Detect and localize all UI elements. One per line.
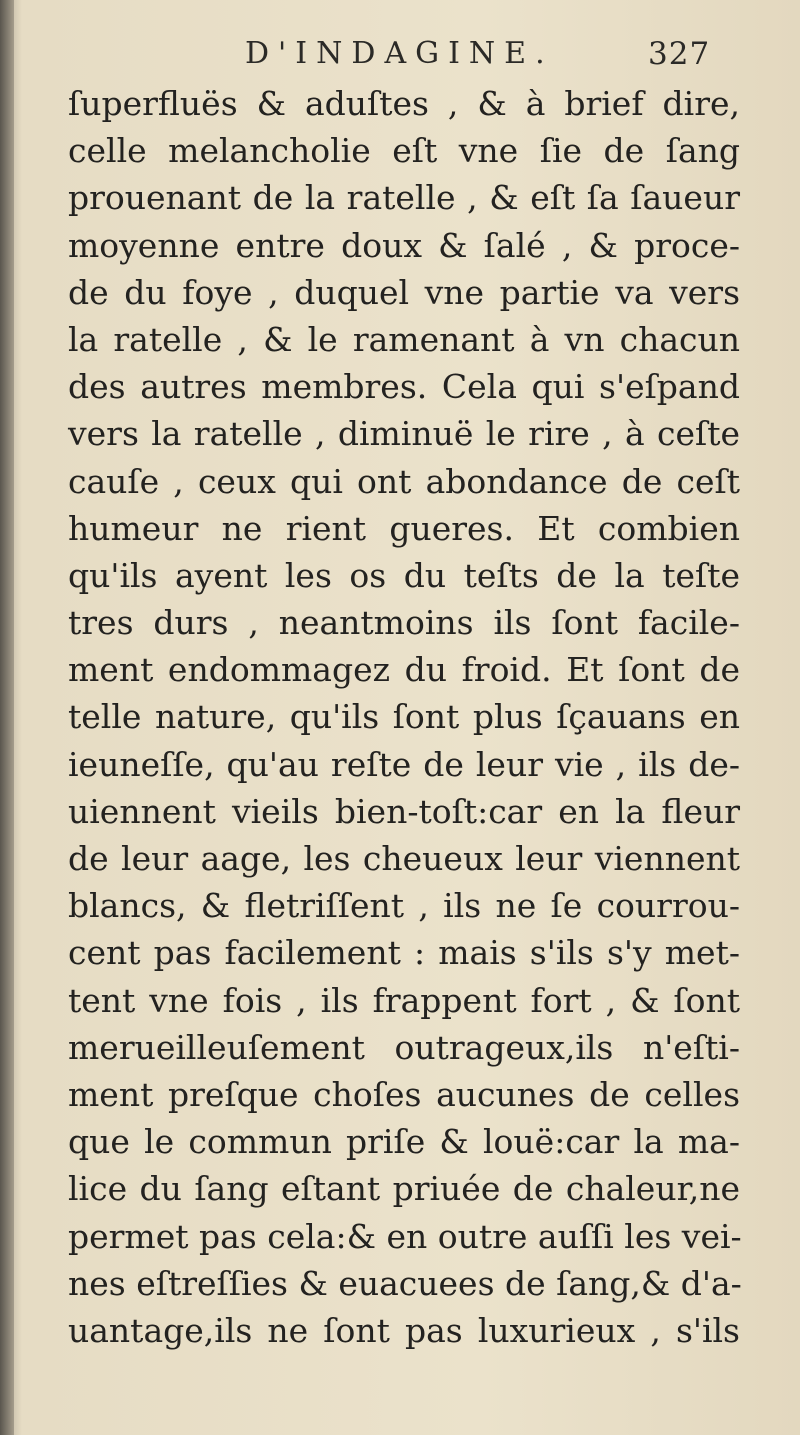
page-number: 327 — [648, 36, 711, 72]
text-line: des autres membres. Cela qui s'eſpand — [68, 367, 740, 407]
text-line: moyenne entre doux & ſalé , & proce- — [68, 225, 740, 265]
text-line: ment preſque choſes aucunes de celles — [68, 1074, 740, 1114]
body-text — [68, 80, 740, 1354]
text-line: de du foye , duquel vne partie va vers — [68, 272, 740, 312]
text-line: uantage,ils ne ſont pas luxurieux , s'ils — [68, 1310, 740, 1350]
text-line: tres durs , neantmoins ils ſont facile- — [68, 603, 740, 643]
text-line: permet pas cela:& en outre auſſi les vei- — [68, 1216, 742, 1256]
text-line: ment endommagez du froid. Et ſont de — [68, 650, 740, 690]
text-line: celle melancholie eſt vne ſie de ſang — [68, 131, 740, 171]
text-line: la ratelle , & le ramenant à vn chacun — [68, 319, 740, 359]
text-line: uiennent vieils bien-toſt:car en la fleur — [68, 791, 740, 831]
text-line: prouenant de la ratelle , & eſt ſa ſaueur — [68, 178, 740, 218]
text-line: cauſe , ceux qui ont abondance de ceſt — [68, 461, 740, 501]
book-spine-shadow — [0, 0, 14, 1435]
text-line: ſuperfluës & aduſtes , & à brief dire, — [68, 84, 740, 123]
running-head: D'INDAGINE. — [245, 36, 554, 71]
text-line: nes eſtreſſies & euacuees de ſang,& d'a- — [68, 1263, 742, 1303]
text-line: ieuneſſe, qu'au reſte de leur vie , ils de- — [68, 744, 740, 784]
text-line: tent vne fois , ils frappent fort , & ſont — [68, 980, 740, 1020]
text-line: que le commun priſe & louë:car la ma- — [68, 1122, 740, 1162]
text-line: humeur ne rient gueres. Et combien — [68, 508, 740, 548]
text-line: blancs, & fletriſſent , ils ne ſe courrou- — [68, 886, 740, 926]
page-header — [0, 36, 800, 80]
text-line: cent pas facilement : mais s'ils s'y met- — [68, 933, 740, 973]
text-line: qu'ils ayent les os du teſts de la teſte — [68, 555, 740, 595]
text-line: telle nature, qu'ils ſont plus ſçauans en — [68, 697, 740, 737]
text-line: merueilleuſement outrageux,ils n'eſti- — [68, 1027, 740, 1067]
text-line: vers la ratelle , diminuë le rire , à ceſte — [68, 414, 740, 454]
text-line: lice du ſang eſtant priuée de chaleur,ne — [68, 1169, 740, 1209]
text-line: de leur aage, les cheueux leur viennent — [68, 839, 740, 878]
